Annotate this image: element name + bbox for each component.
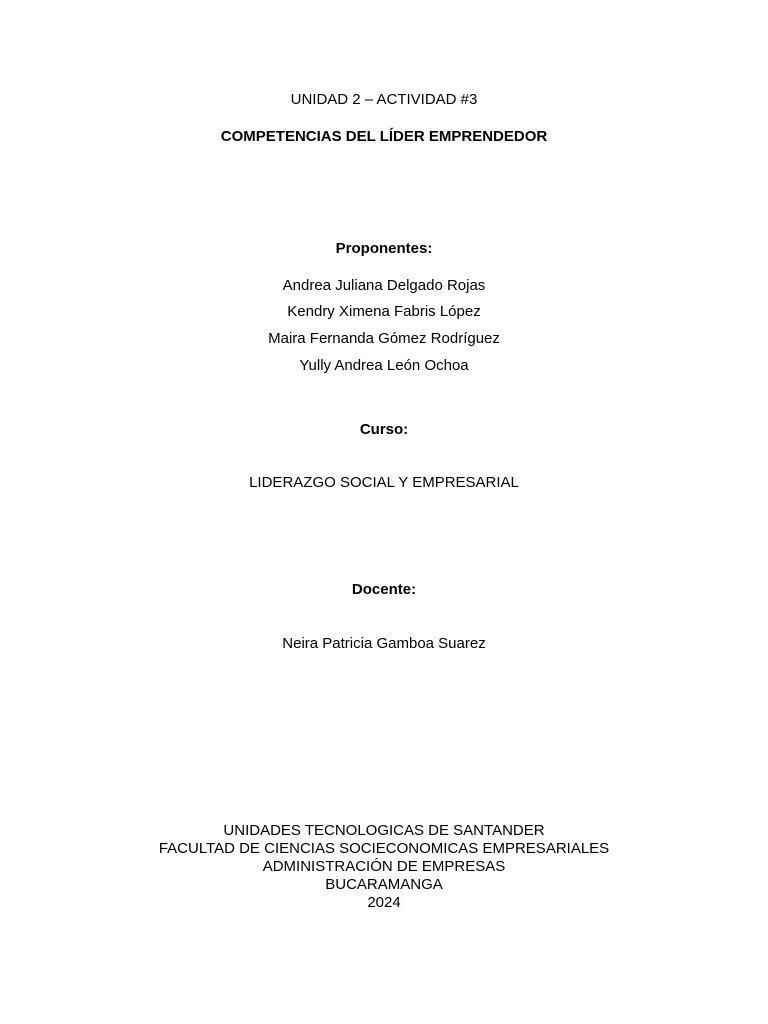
- proponent-name: Maira Fernanda Gómez Rodríguez: [268, 330, 500, 347]
- course-heading: Curso:: [359, 421, 409, 438]
- year: 2024: [367, 894, 401, 911]
- program-name: ADMINISTRACIÓN DE EMPRESAS: [262, 858, 506, 875]
- course-name: LIDERAZGO SOCIAL Y EMPRESARIAL: [249, 474, 519, 491]
- proponents-heading: Proponentes:: [335, 240, 433, 257]
- proponent-name: Kendry Ximena Fabris López: [287, 303, 481, 320]
- teacher-name: Neira Patricia Gamboa Suarez: [282, 635, 486, 652]
- proponent-name: Yully Andrea León Ochoa: [299, 357, 469, 374]
- institution-footer: [0, 822, 768, 912]
- institution-name: UNIDADES TECNOLOGICAS DE SANTANDER: [223, 822, 545, 839]
- teacher-heading: Docente:: [351, 581, 417, 598]
- city-name: BUCARAMANGA: [325, 876, 443, 893]
- document-title: COMPETENCIAS DEL LÍDER EMPRENDEDOR: [220, 128, 548, 145]
- proponent-name: Andrea Juliana Delgado Rojas: [282, 277, 486, 294]
- unit-label: UNIDAD 2 – ACTIVIDAD #3: [290, 91, 478, 108]
- faculty-name: FACULTAD DE CIENCIAS SOCIECONOMICAS EMPRESARIALES: [158, 840, 610, 857]
